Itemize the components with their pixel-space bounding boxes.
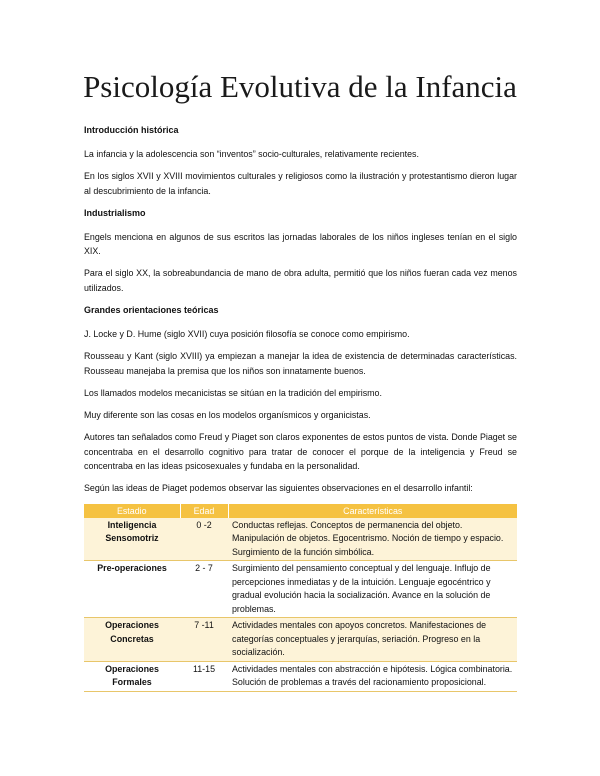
age-cell: 0 -2: [180, 518, 228, 561]
table-row: [84, 661, 517, 691]
age-cell: 7 -11: [180, 618, 228, 662]
paragraph: Rousseau y Kant (siglo XVIII) ya empiezan a manejar la idea de existencia de determinadas características. Rousseau manejaba la premisa que los niños son innatamente buenos.: [84, 351, 517, 376]
page-title: Psicología Evolutiva de la Infancia: [83, 69, 517, 104]
paragraph: Para el siglo XX, la sobreabundancia de mano de obra adulta, permitió que los niños fueran cada vez menos utilizados.: [84, 268, 517, 294]
stage-cell: Pre-operaciones: [84, 561, 180, 618]
paragraph: Muy diferente son las cosas en los modelos organísmicos y organicistas.: [84, 410, 371, 421]
header-stage: Estadio: [84, 504, 180, 518]
description-cell: Surgimiento del pensamiento conceptual y del lenguaje. Influjo de percepciones inmediatas y de la intuición. Lenguaje egocéntrico y gradual evolución hacia la socialización. Avance en la solución de problemas.: [228, 561, 517, 618]
paragraph: La infancia y la adolescencia son “inventos” socio-culturales, relativamente recientes.: [84, 149, 419, 159]
section-industrialismo: [84, 206, 517, 296]
stage-cell: Operaciones Formales: [84, 661, 180, 691]
table-row: [84, 518, 517, 561]
section-orientaciones: [84, 303, 517, 496]
table-row: [84, 618, 517, 662]
paragraph: Autores tan señalados como Freud y Piaget son claros exponentes de estos puntos de vista. Donde Piaget se concentraba en el desarrollo cognitivo para tratar de conocer el porque de la inteligencia y Freud se concentraba en las ideas psicosexuales y fundaba en la personalidad.: [84, 432, 517, 472]
age-cell: 2 - 7: [180, 561, 228, 618]
description-cell: Conductas reflejas. Conceptos de permanencia del objeto. Manipulación de objetos. Egocentrismo. Noción de tiempo y espacio. Surgimiento de la función simbólica.: [228, 518, 517, 561]
section-intro: [84, 123, 517, 198]
paragraph: Los llamados modelos mecanicistas se sitúan en la tradición del empirismo.: [84, 387, 382, 398]
age-cell: 11-15: [180, 661, 228, 691]
stage-cell: Inteligencia Sensomotriz: [84, 518, 180, 561]
description-cell: Actividades mentales con apoyos concretos. Manifestaciones de categorías conceptuales y jerarquías, seriación. Progreso en la socialización.: [228, 618, 517, 662]
piaget-stages-table: [84, 504, 517, 692]
table-header-row: [84, 504, 517, 518]
paragraph: En los siglos XVII y XVIII movimientos culturales y religiosos como la ilustración y protestantismo dieron lugar al descubrimiento de la infancia.: [84, 171, 517, 196]
header-characteristics: Características: [228, 504, 517, 518]
header-age: Edad: [180, 504, 228, 518]
table-row: [84, 561, 517, 618]
section-heading: Industrialismo: [84, 207, 146, 218]
description-cell: Actividades mentales con abstracción e hipótesis. Lógica combinatoria. Solución de problemas a través del racionamiento proposicional.: [228, 661, 517, 691]
section-heading: Introducción histórica: [84, 125, 179, 135]
paragraph: Engels menciona en algunos de sus escritos las jornadas laborales de los niños ingleses tenían en el siglo XIX.: [84, 231, 517, 257]
document-body: [84, 123, 517, 692]
stage-cell: Operaciones Concretas: [84, 618, 180, 662]
paragraph: Según las ideas de Piaget podemos observar las siguientes observaciones en el desarrollo infantil:: [84, 483, 473, 494]
paragraph: J. Locke y D. Hume (siglo XVII) cuya posición filosofía se conoce como empirismo.: [84, 329, 410, 340]
section-heading: Grandes orientaciones teóricas: [84, 305, 219, 316]
